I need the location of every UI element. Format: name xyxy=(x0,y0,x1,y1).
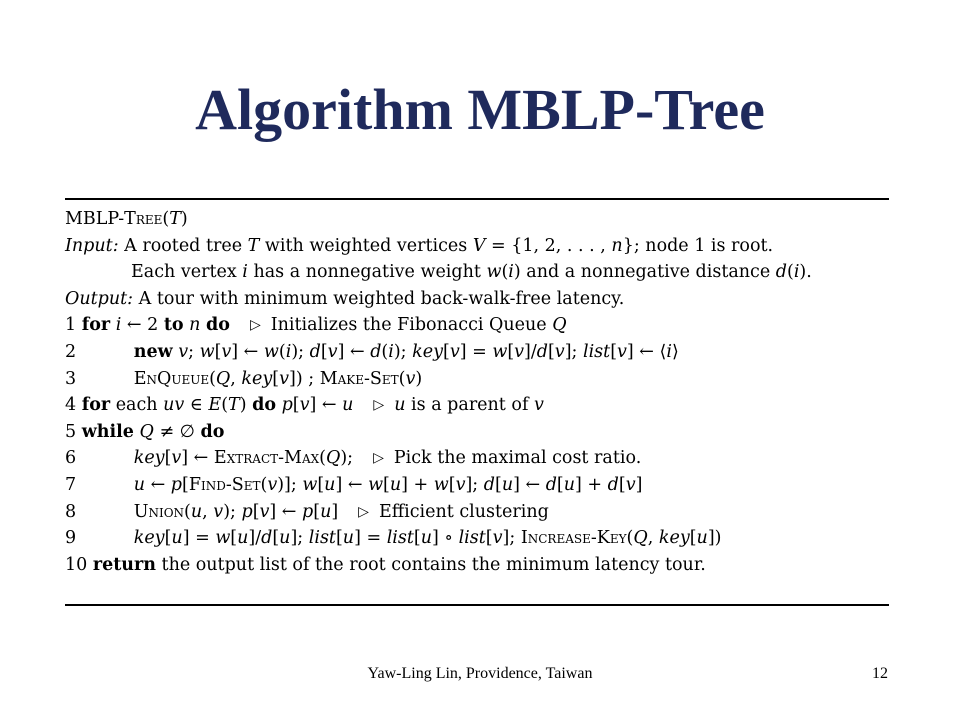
algo-token: ( xyxy=(626,528,634,549)
algo-token: p xyxy=(302,501,314,522)
algo-token: n xyxy=(611,235,623,256)
algo-token: key xyxy=(133,528,165,549)
algo-token: ); xyxy=(291,341,310,362)
algo-token: ( xyxy=(319,448,326,469)
algo-token: u xyxy=(342,395,354,416)
algo-token: p xyxy=(170,474,182,495)
algo-token: V xyxy=(472,235,486,256)
algo-token: ]/ xyxy=(248,528,262,549)
algo-token: [ xyxy=(556,474,564,495)
algo-token: [ xyxy=(182,474,189,495)
algo-token: i xyxy=(285,341,292,362)
step-number: 1 xyxy=(65,315,77,336)
algo-token: [ xyxy=(272,368,280,389)
algo-token: [ xyxy=(292,395,300,416)
algo-token: v xyxy=(514,341,525,362)
algo-token: to xyxy=(163,315,184,336)
algo-token: key xyxy=(133,448,165,469)
algo-token: v xyxy=(533,395,544,416)
algo-token: ] ← xyxy=(309,395,343,416)
algo-token: ]) xyxy=(707,528,722,549)
algo-token: Pick the maximal cost ratio. xyxy=(393,448,642,469)
algo-token: p xyxy=(281,395,293,416)
algo-token: [ xyxy=(230,528,238,549)
algo-token: u xyxy=(133,474,145,495)
algo-token: v xyxy=(171,448,182,469)
algo-token: i xyxy=(666,341,672,362)
algo-token: the output list of the root contains the minimum latency tour. xyxy=(155,554,706,575)
algo-token: key xyxy=(658,528,690,549)
algo-token: ) xyxy=(239,395,253,416)
algo-token: Initializes the Fibonacci Queue xyxy=(270,315,553,336)
algo-token: d xyxy=(309,341,321,362)
algo-token: ( xyxy=(260,474,268,495)
algo-token: ] = xyxy=(182,528,216,549)
algo-token: , xyxy=(647,528,659,549)
algo-token: E xyxy=(208,395,222,416)
algorithm-header-line xyxy=(65,206,895,233)
algo-token: ); xyxy=(340,448,354,469)
algo-token: [ xyxy=(413,528,421,549)
algo-token: ) and a nonnegative distance xyxy=(513,262,776,283)
step-number: 8 xyxy=(65,501,77,522)
algo-token: ] ∘ xyxy=(432,528,459,549)
algo-token: w xyxy=(199,341,215,362)
algo-token: v xyxy=(449,341,460,362)
algo-token: ]; xyxy=(465,474,484,495)
algo-token: ]; xyxy=(564,341,583,362)
comment-triangle-icon: ▷ xyxy=(249,317,261,334)
algo-token: [ xyxy=(610,341,618,362)
algo-token: Input: xyxy=(65,235,119,256)
algo-token: Union xyxy=(133,501,185,522)
algo-token: v xyxy=(455,474,466,495)
algo-token: v xyxy=(279,368,289,389)
algo-token: [ xyxy=(214,341,222,362)
algo-token: ] ← xyxy=(231,341,264,362)
algo-token: p xyxy=(241,501,253,522)
algo-token: ); xyxy=(393,341,413,362)
algorithm-top-rule xyxy=(65,198,889,200)
algo-token: [ xyxy=(320,341,328,362)
comment-triangle-icon: ▷ xyxy=(373,450,384,467)
algo-token: ≠ ∅ xyxy=(153,421,201,442)
algo-token: d xyxy=(536,341,548,362)
algo-token: with weighted vertices xyxy=(259,235,473,256)
algo-token: ]/ xyxy=(524,341,537,362)
algo-token: u xyxy=(237,528,249,549)
algo-token: v xyxy=(405,368,416,389)
algo-token: key xyxy=(241,368,273,389)
algo-token: [ xyxy=(547,341,555,362)
algo-token: Increase-Key xyxy=(520,528,627,549)
algo-token: = {1, 2, . . . , xyxy=(485,235,612,256)
algo-token: ] ← xyxy=(269,501,303,522)
algo-token: do xyxy=(206,315,230,336)
algorithm-step-5 xyxy=(65,419,895,446)
algo-token: ] ← xyxy=(181,448,214,469)
step-number: 2 xyxy=(65,341,77,362)
algo-token: [ xyxy=(507,341,515,362)
algorithm-box xyxy=(65,206,895,578)
algo-token: return xyxy=(92,554,156,575)
algorithm-header-line xyxy=(65,233,895,260)
algo-token: Efficient clustering xyxy=(378,501,549,522)
algo-token: w xyxy=(492,341,508,362)
algo-token: ] xyxy=(331,501,339,522)
algo-token: ] + xyxy=(575,474,608,495)
algo-token: is a parent of xyxy=(405,395,534,416)
algo-token: , xyxy=(230,368,242,389)
algo-token: ] = xyxy=(459,341,493,362)
algo-token: i xyxy=(508,262,514,283)
algo-token: d xyxy=(483,474,495,495)
algorithm-header-line xyxy=(65,259,895,286)
algo-token: v xyxy=(299,395,310,416)
algo-token: ] ← xyxy=(513,474,546,495)
algo-token: [ xyxy=(317,474,325,495)
algo-token: v xyxy=(259,501,270,522)
algo-token: Output: xyxy=(65,288,134,309)
algo-token: do xyxy=(252,395,277,416)
algorithm-step-6 xyxy=(65,445,895,472)
algo-token: w xyxy=(433,474,449,495)
algo-token: list xyxy=(582,341,611,362)
algo-token: i xyxy=(388,341,394,362)
algo-token: [ xyxy=(448,474,456,495)
step-number: 5 xyxy=(65,421,77,442)
algo-token: [ xyxy=(272,528,280,549)
algo-token: d xyxy=(607,474,619,495)
algo-token: w xyxy=(302,474,318,495)
algo-token: Find-Set xyxy=(188,474,261,495)
algo-token: T xyxy=(228,395,240,416)
page-number: 12 xyxy=(872,665,888,682)
algo-token: w xyxy=(263,341,279,362)
algo-token: , xyxy=(202,501,214,522)
algo-token: ] + xyxy=(401,474,434,495)
algo-token: d xyxy=(370,341,382,362)
algo-token: ; xyxy=(188,341,200,362)
algo-token: ( xyxy=(162,209,170,229)
algo-token: ( xyxy=(278,341,286,362)
algo-token: u xyxy=(389,474,402,495)
step-number: 4 xyxy=(65,395,77,416)
step-number: 3 xyxy=(65,368,77,389)
algo-token: d xyxy=(261,528,273,549)
algo-token: u xyxy=(324,474,336,495)
slide-title: Algorithm MBLP-Tree xyxy=(195,77,765,142)
algo-token: ]) ; xyxy=(289,368,320,389)
step-number: 6 xyxy=(65,448,77,469)
algorithm-header-line xyxy=(65,286,895,313)
algo-token: v xyxy=(213,501,224,522)
algo-token: u xyxy=(342,528,355,549)
algo-token: u xyxy=(279,528,291,549)
algo-token: MBLP- xyxy=(65,209,125,229)
algo-token: ). xyxy=(799,262,812,283)
algo-token: u xyxy=(420,528,433,549)
algo-token: ( xyxy=(501,262,509,283)
algo-token: v xyxy=(554,341,565,362)
algo-token: [ xyxy=(442,341,450,362)
algo-token: ( xyxy=(184,501,191,522)
algo-token: Q xyxy=(326,448,341,469)
algorithm-step-4 xyxy=(65,392,895,419)
algo-token: Make-Set xyxy=(319,368,399,389)
algo-token: w xyxy=(215,528,231,549)
algo-token: [ xyxy=(494,474,502,495)
algo-token: [ xyxy=(335,528,343,549)
algo-token: ( xyxy=(398,368,406,389)
algo-token: key xyxy=(412,341,443,362)
algo-token: [ xyxy=(252,501,260,522)
algo-token: }; node 1 is root. xyxy=(622,235,774,256)
algo-token: ) xyxy=(180,209,188,229)
algo-token: [ xyxy=(383,474,390,495)
algo-token: ] ← xyxy=(335,474,369,495)
algo-token: d xyxy=(545,474,557,495)
step-number: 7 xyxy=(65,474,77,495)
algo-token: A tour with minimum weighted back-walk-free latency. xyxy=(133,288,625,309)
algo-token: ); xyxy=(223,501,242,522)
algo-token: ← 2 xyxy=(121,315,164,336)
algo-token: u xyxy=(171,528,183,549)
algo-token: i xyxy=(115,315,122,336)
algo-token: A rooted tree xyxy=(118,235,248,256)
algo-token: list xyxy=(458,528,486,549)
algo-token: while xyxy=(81,421,134,442)
algo-token: v xyxy=(492,528,503,549)
algo-token: v xyxy=(625,474,636,495)
algo-token: ∈ xyxy=(184,395,209,416)
algo-token: ] = xyxy=(354,528,387,549)
algo-token: v xyxy=(267,474,278,495)
algo-token: i xyxy=(242,262,248,283)
algo-token: Tree xyxy=(124,209,163,229)
algo-token: Extract-Max xyxy=(213,448,320,469)
algo-token: has a nonnegative weight xyxy=(247,262,487,283)
algo-token: v xyxy=(178,341,189,362)
algo-token: [ xyxy=(618,474,626,495)
algo-token: list xyxy=(386,528,414,549)
algo-token: [ xyxy=(164,528,172,549)
algo-token: Q xyxy=(633,528,648,549)
algo-token: ] ← ⟨ xyxy=(626,341,667,362)
algo-token: Q xyxy=(215,368,231,389)
algo-token: [ xyxy=(485,528,493,549)
algorithm-step-10 xyxy=(65,552,895,579)
algorithm-step-9 xyxy=(65,525,895,552)
algo-token: do xyxy=(200,421,225,442)
step-number: 10 xyxy=(65,554,88,575)
algorithm-step-2 xyxy=(65,339,895,366)
algo-token: Each vertex xyxy=(131,262,243,283)
algo-token: u xyxy=(501,474,514,495)
algo-token: [ xyxy=(689,528,697,549)
algo-token: u xyxy=(696,528,708,549)
algo-token: )]; xyxy=(277,474,303,495)
algo-token: ]; xyxy=(290,528,309,549)
algo-token: u xyxy=(394,395,406,416)
algo-token: ] xyxy=(635,474,643,495)
algo-token: ) xyxy=(415,368,423,389)
algo-token: T xyxy=(247,235,260,256)
algo-token: ] ← xyxy=(337,341,371,362)
algo-token: for xyxy=(81,395,111,416)
algo-token: v xyxy=(327,341,338,362)
algo-token: Q xyxy=(139,421,154,442)
algo-token: v xyxy=(221,341,232,362)
algo-token: w xyxy=(368,474,384,495)
algo-token: new xyxy=(133,341,173,362)
algo-token: list xyxy=(308,528,336,549)
algo-token: each xyxy=(110,395,164,416)
algorithm-bottom-rule xyxy=(65,604,889,606)
algo-token: for xyxy=(81,315,111,336)
comment-triangle-icon: ▷ xyxy=(373,397,385,414)
algo-token: v xyxy=(617,341,627,362)
algo-token: ← xyxy=(145,474,171,495)
algorithm-step-7 xyxy=(65,472,895,499)
algo-token: uv xyxy=(163,395,185,416)
algo-token: ( xyxy=(209,368,216,389)
algo-token: ]; xyxy=(502,528,521,549)
comment-triangle-icon: ▷ xyxy=(358,503,369,520)
algo-token: ⟩ xyxy=(671,341,679,362)
algo-token: EnQueue xyxy=(133,368,210,389)
algo-token: ( xyxy=(786,262,794,283)
algo-token: ( xyxy=(381,341,389,362)
footer-text: Yaw-Ling Lin, Providence, Taiwan xyxy=(367,665,593,682)
algo-token: w xyxy=(486,262,502,283)
step-number: 9 xyxy=(65,528,77,549)
algo-token: T xyxy=(169,209,181,229)
algo-token: Q xyxy=(552,315,567,336)
algo-token: u xyxy=(190,501,203,522)
algo-token: [ xyxy=(164,448,172,469)
algorithm-step-8 xyxy=(65,499,895,526)
algo-token: ( xyxy=(221,395,229,416)
algo-token: u xyxy=(563,474,576,495)
algorithm-step-3 xyxy=(65,366,895,393)
algo-token: u xyxy=(320,501,332,522)
algo-token: n xyxy=(189,315,201,336)
algo-token: d xyxy=(775,262,787,283)
algo-token: i xyxy=(793,262,800,283)
algo-token: [ xyxy=(313,501,321,522)
algorithm-step-1 xyxy=(65,312,895,339)
